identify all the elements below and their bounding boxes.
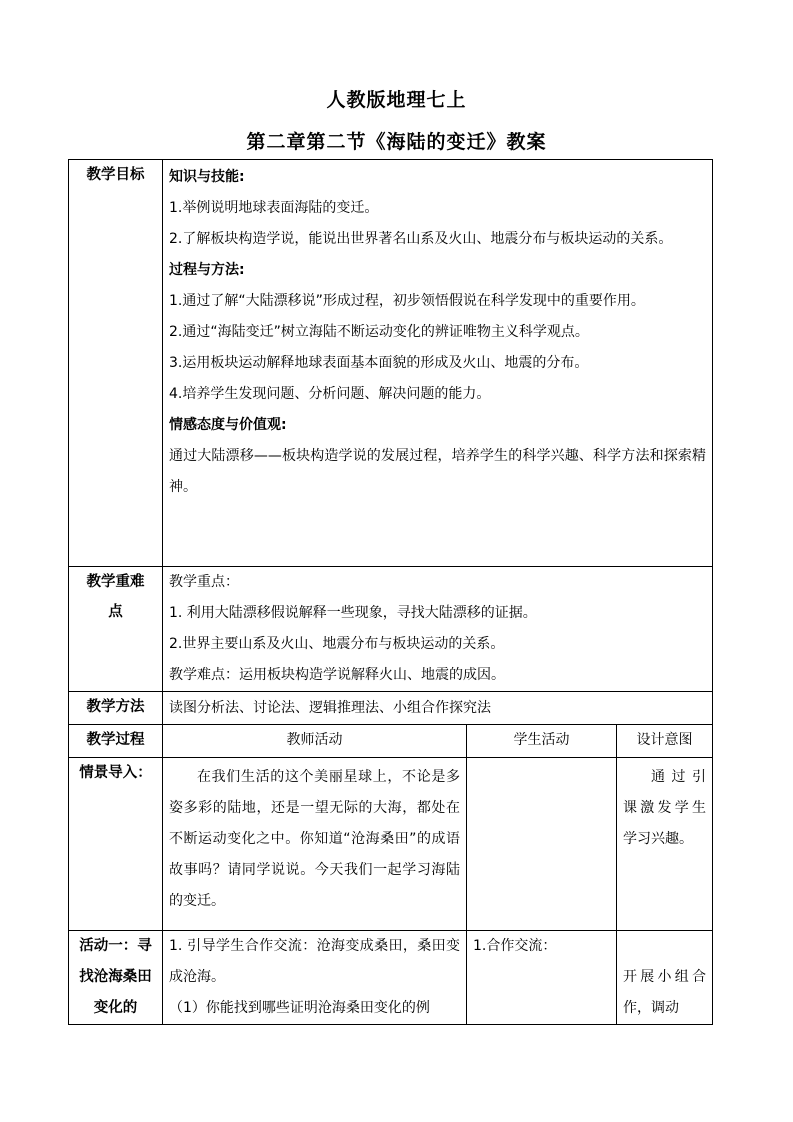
activity1-design: 开展小组合作，调动 bbox=[617, 931, 713, 1025]
focus-item: 1. 利用大陆漂移假说解释一些现象，寻找大陆漂移的证据。 bbox=[169, 605, 537, 621]
document-title: 人教版地理七上 bbox=[326, 89, 467, 111]
objectives-label: 教学目标 bbox=[69, 160, 163, 567]
activity1-student: 1.合作交流： bbox=[467, 931, 617, 1025]
design-header: 设计意图 bbox=[617, 725, 713, 758]
objectives-row bbox=[69, 160, 713, 567]
focus-item: 2.世界主要山系及火山、地震分布与板块运动的关系。 bbox=[169, 636, 505, 652]
methods-row bbox=[69, 692, 713, 725]
process-heading: 过程与方法: bbox=[169, 262, 245, 278]
keypoints-label: 教学重难点 bbox=[69, 567, 163, 692]
student-header: 学生活动 bbox=[467, 725, 617, 758]
activity1-label: 活动一：寻找沧海桑田变化的 bbox=[69, 931, 163, 1025]
intro-teacher: 在我们生活的这个美丽星球上，不论是多姿多彩的陆地，还是一望无际的大海，都处在不断运动变化之中。你知道“沧海桑田”的成语故事吗？请同学说说。今天我们一起学习海陆的变迁。 bbox=[163, 758, 467, 931]
focus-heading: 教学重点： bbox=[169, 574, 239, 590]
activity1-row bbox=[69, 931, 713, 1025]
activity1-teacher-question: （1）你能找到哪些证明沧海桑田变化的例 bbox=[169, 1000, 430, 1016]
difficulty-text: 教学难点：运用板块构造学说解释火山、地震的成因。 bbox=[169, 667, 505, 683]
knowledge-heading: 知识与技能: bbox=[169, 169, 245, 185]
objectives-content bbox=[163, 160, 713, 567]
process-item: 4.培养学生发现问题、分析问题、解决问题的能力。 bbox=[169, 386, 491, 402]
activity1-teacher bbox=[163, 931, 467, 1025]
process-label: 教学过程 bbox=[69, 725, 163, 758]
intro-design: 通过引课激发学生学习兴趣。 bbox=[617, 758, 713, 931]
keypoints-content bbox=[163, 567, 713, 692]
process-item: 3.运用板块运动解释地球表面基本面貌的形成及火山、地震的分布。 bbox=[169, 355, 589, 371]
keypoints-row bbox=[69, 567, 713, 692]
knowledge-item: 1.举例说明地球表面海陆的变迁。 bbox=[169, 200, 379, 216]
emotion-heading: 情感态度与价值观: bbox=[169, 417, 287, 433]
teacher-header: 教师活动 bbox=[163, 725, 467, 758]
intro-label: 情景导入： bbox=[69, 758, 163, 931]
emotion-text: 通过大陆漂移——板块构造学说的发展过程，培养学生的科学兴趣、科学方法和探索精神。 bbox=[169, 448, 706, 495]
process-header-row bbox=[69, 725, 713, 758]
document-subtitle: 第二章第二节《海陆的变迁》教案 bbox=[246, 131, 547, 153]
process-item: 2.通过“海陆变迁”树立海陆不断运动变化的辨证唯物主义科学观点。 bbox=[169, 324, 589, 340]
methods-text: 读图分析法、讨论法、逻辑推理法、小组合作探究法 bbox=[163, 692, 713, 725]
methods-label: 教学方法 bbox=[69, 692, 163, 725]
lesson-plan-table bbox=[68, 159, 713, 1025]
knowledge-item: 2.了解板块构造学说，能说出世界著名山系及火山、地震分布与板块运动的关系。 bbox=[169, 231, 673, 247]
process-item: 1.通过了解“大陆漂移说”形成过程，初步领悟假说在科学发现中的重要作用。 bbox=[169, 293, 645, 309]
intro-row bbox=[69, 758, 713, 931]
intro-student bbox=[467, 758, 617, 931]
activity1-teacher-step: 1. 引导学生合作交流：沧海变成桑田，桑田变成沧海。 bbox=[169, 938, 460, 985]
